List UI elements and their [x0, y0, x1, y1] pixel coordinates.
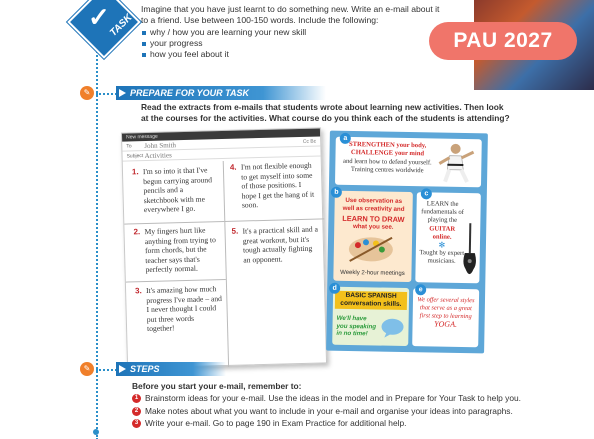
steps-lead: Before you start your e-mail, remember to: — [132, 381, 302, 391]
extract-text: It's amazing how much progress I've made – and I never thought I could put three words together! — [145, 284, 223, 334]
course-ads-panel — [326, 131, 488, 354]
extract-text: It's a practical skill and a great workout, but it's tough actually fighting an opponent. — [242, 224, 319, 265]
step-number: 3 — [132, 419, 141, 428]
ad-c-letter: c — [421, 188, 432, 199]
task-tab-label: TASK — [107, 12, 135, 39]
step-text: Make notes about what you want to include in your e-mail and organise your ideas into paragraphs. — [145, 405, 513, 416]
ad-drawing — [333, 191, 413, 282]
ad-e-line1: We offer several styles that serve as a great first step to learning — [417, 296, 475, 321]
cc-label: Cc Bc — [302, 138, 317, 145]
ad-c-line3: Taught by expert musicians. — [419, 249, 465, 266]
ad-a-line1: STRENGTHEN your body, — [348, 140, 427, 150]
email-body — [123, 158, 326, 369]
extract-text: My fingers hurt like anything from trying to form chords, but the teacher says that's perfectly normal. — [144, 225, 216, 275]
email-window — [121, 127, 327, 368]
steps-heading: STEPS — [116, 362, 226, 376]
guitar-icon — [461, 223, 478, 279]
ad-a-line2: CHALLENGE your mind — [350, 149, 425, 158]
edit-icon: ✎ — [80, 362, 94, 376]
ad-yoga — [412, 288, 479, 347]
ad-d-line3: We'll have you speaking in no time! — [336, 314, 377, 338]
to-field[interactable]: John Smith — [144, 141, 177, 151]
extract-4 — [229, 160, 318, 211]
step-item — [132, 392, 572, 404]
step-text: Brainstorm ideas for your e-mail. Use the ideas in the model and in Prepare for Your Task to help you. — [145, 393, 521, 404]
speech-bubble-icon — [380, 318, 404, 338]
ad-a-letter: a — [340, 133, 351, 144]
ad-e-letter: e — [415, 284, 426, 295]
extract-number: 5. — [231, 226, 239, 236]
ad-a-line3: and learn how to defend yourself. — [343, 157, 432, 167]
task-bullet: why / how you are learning your new skill — [141, 27, 441, 38]
edit-icon: ✎ — [80, 86, 94, 100]
extract-number: 4. — [229, 162, 237, 172]
ad-guitar — [415, 192, 481, 283]
to-label: To — [126, 143, 132, 150]
extract-1 — [131, 165, 220, 215]
extract-number: 1. — [131, 167, 139, 177]
step-number: 1 — [132, 394, 141, 403]
row-divider — [126, 279, 226, 283]
task-bullets — [141, 27, 441, 60]
extract-number: 2. — [133, 227, 141, 237]
extract-3 — [134, 284, 223, 334]
subject-field[interactable]: Activities — [144, 151, 172, 161]
email-title-bar: New message — [122, 128, 320, 141]
subject-label: Subject — [126, 153, 144, 160]
extract-text: I'm not flexible enough to get myself into some of those positions. I hope I get the hang of it soon. — [240, 160, 315, 210]
ad-b-line2: LEARN TO DRAW — [342, 213, 405, 224]
pau-badge: PAU 2027 — [429, 22, 577, 60]
ad-e-line2: YOGA. — [434, 319, 458, 329]
checkmark-icon: ✓ — [88, 2, 110, 32]
ad-martial-arts — [335, 137, 482, 188]
ad-b-line1: Use observation as well as creativity and — [342, 196, 405, 213]
ad-c-line1: LEARN the fundamentals of playing the — [421, 200, 464, 225]
ad-d-line1: BASIC SPANISH — [345, 291, 397, 300]
step-item — [132, 417, 572, 429]
row-divider — [124, 221, 224, 225]
row-divider — [224, 218, 324, 222]
ad-d-letter: d — [329, 283, 340, 294]
dotted-guide-line — [96, 20, 98, 439]
ad-spanish — [332, 287, 409, 346]
ad-d-line2: conversation skills. — [340, 299, 402, 308]
ad-a-line4: Training centres worldwide — [350, 166, 424, 175]
ad-b-line3: what you see. — [352, 223, 394, 231]
extract-text: I'm so into it that I've begun carrying around pencils and a sketchbook with me everywhere I go. — [142, 165, 213, 215]
ad-c-line2: GUITAR online. — [429, 224, 456, 241]
step-text: Write your e-mail. Go to page 190 in Exam Practice for additional help. — [145, 418, 407, 429]
task-bullet: how you feel about it — [141, 49, 441, 60]
extract-5 — [231, 224, 319, 265]
task-intro: Imagine that you have just learnt to do something new. Write an e-mail about it to a friend. Use between 100-150 words. Include the following: — [141, 4, 440, 25]
task-bullet: your progress — [141, 38, 441, 49]
karate-figure-icon — [435, 141, 476, 184]
paint-palette-icon — [346, 235, 396, 264]
ad-b-line4: Weekly 2-hour meetings — [340, 269, 405, 277]
prepare-instructions: Read the extracts from e-mails that students wrote about learning new activities. Then look at the courses for the activities. What course do you think each of the students is attending? — [141, 102, 510, 123]
asterisk-icon: ✻ — [438, 240, 446, 250]
prepare-heading: PREPARE FOR YOUR TASK — [116, 86, 326, 100]
guide-line-end-dot — [93, 429, 99, 435]
extract-2 — [133, 225, 221, 275]
step-item — [132, 405, 572, 417]
steps-list — [132, 380, 572, 430]
column-divider — [223, 161, 229, 367]
task-instructions — [141, 4, 441, 60]
step-number: 2 — [132, 407, 141, 416]
extract-number: 3. — [134, 286, 142, 296]
ad-b-letter: b — [331, 187, 342, 198]
